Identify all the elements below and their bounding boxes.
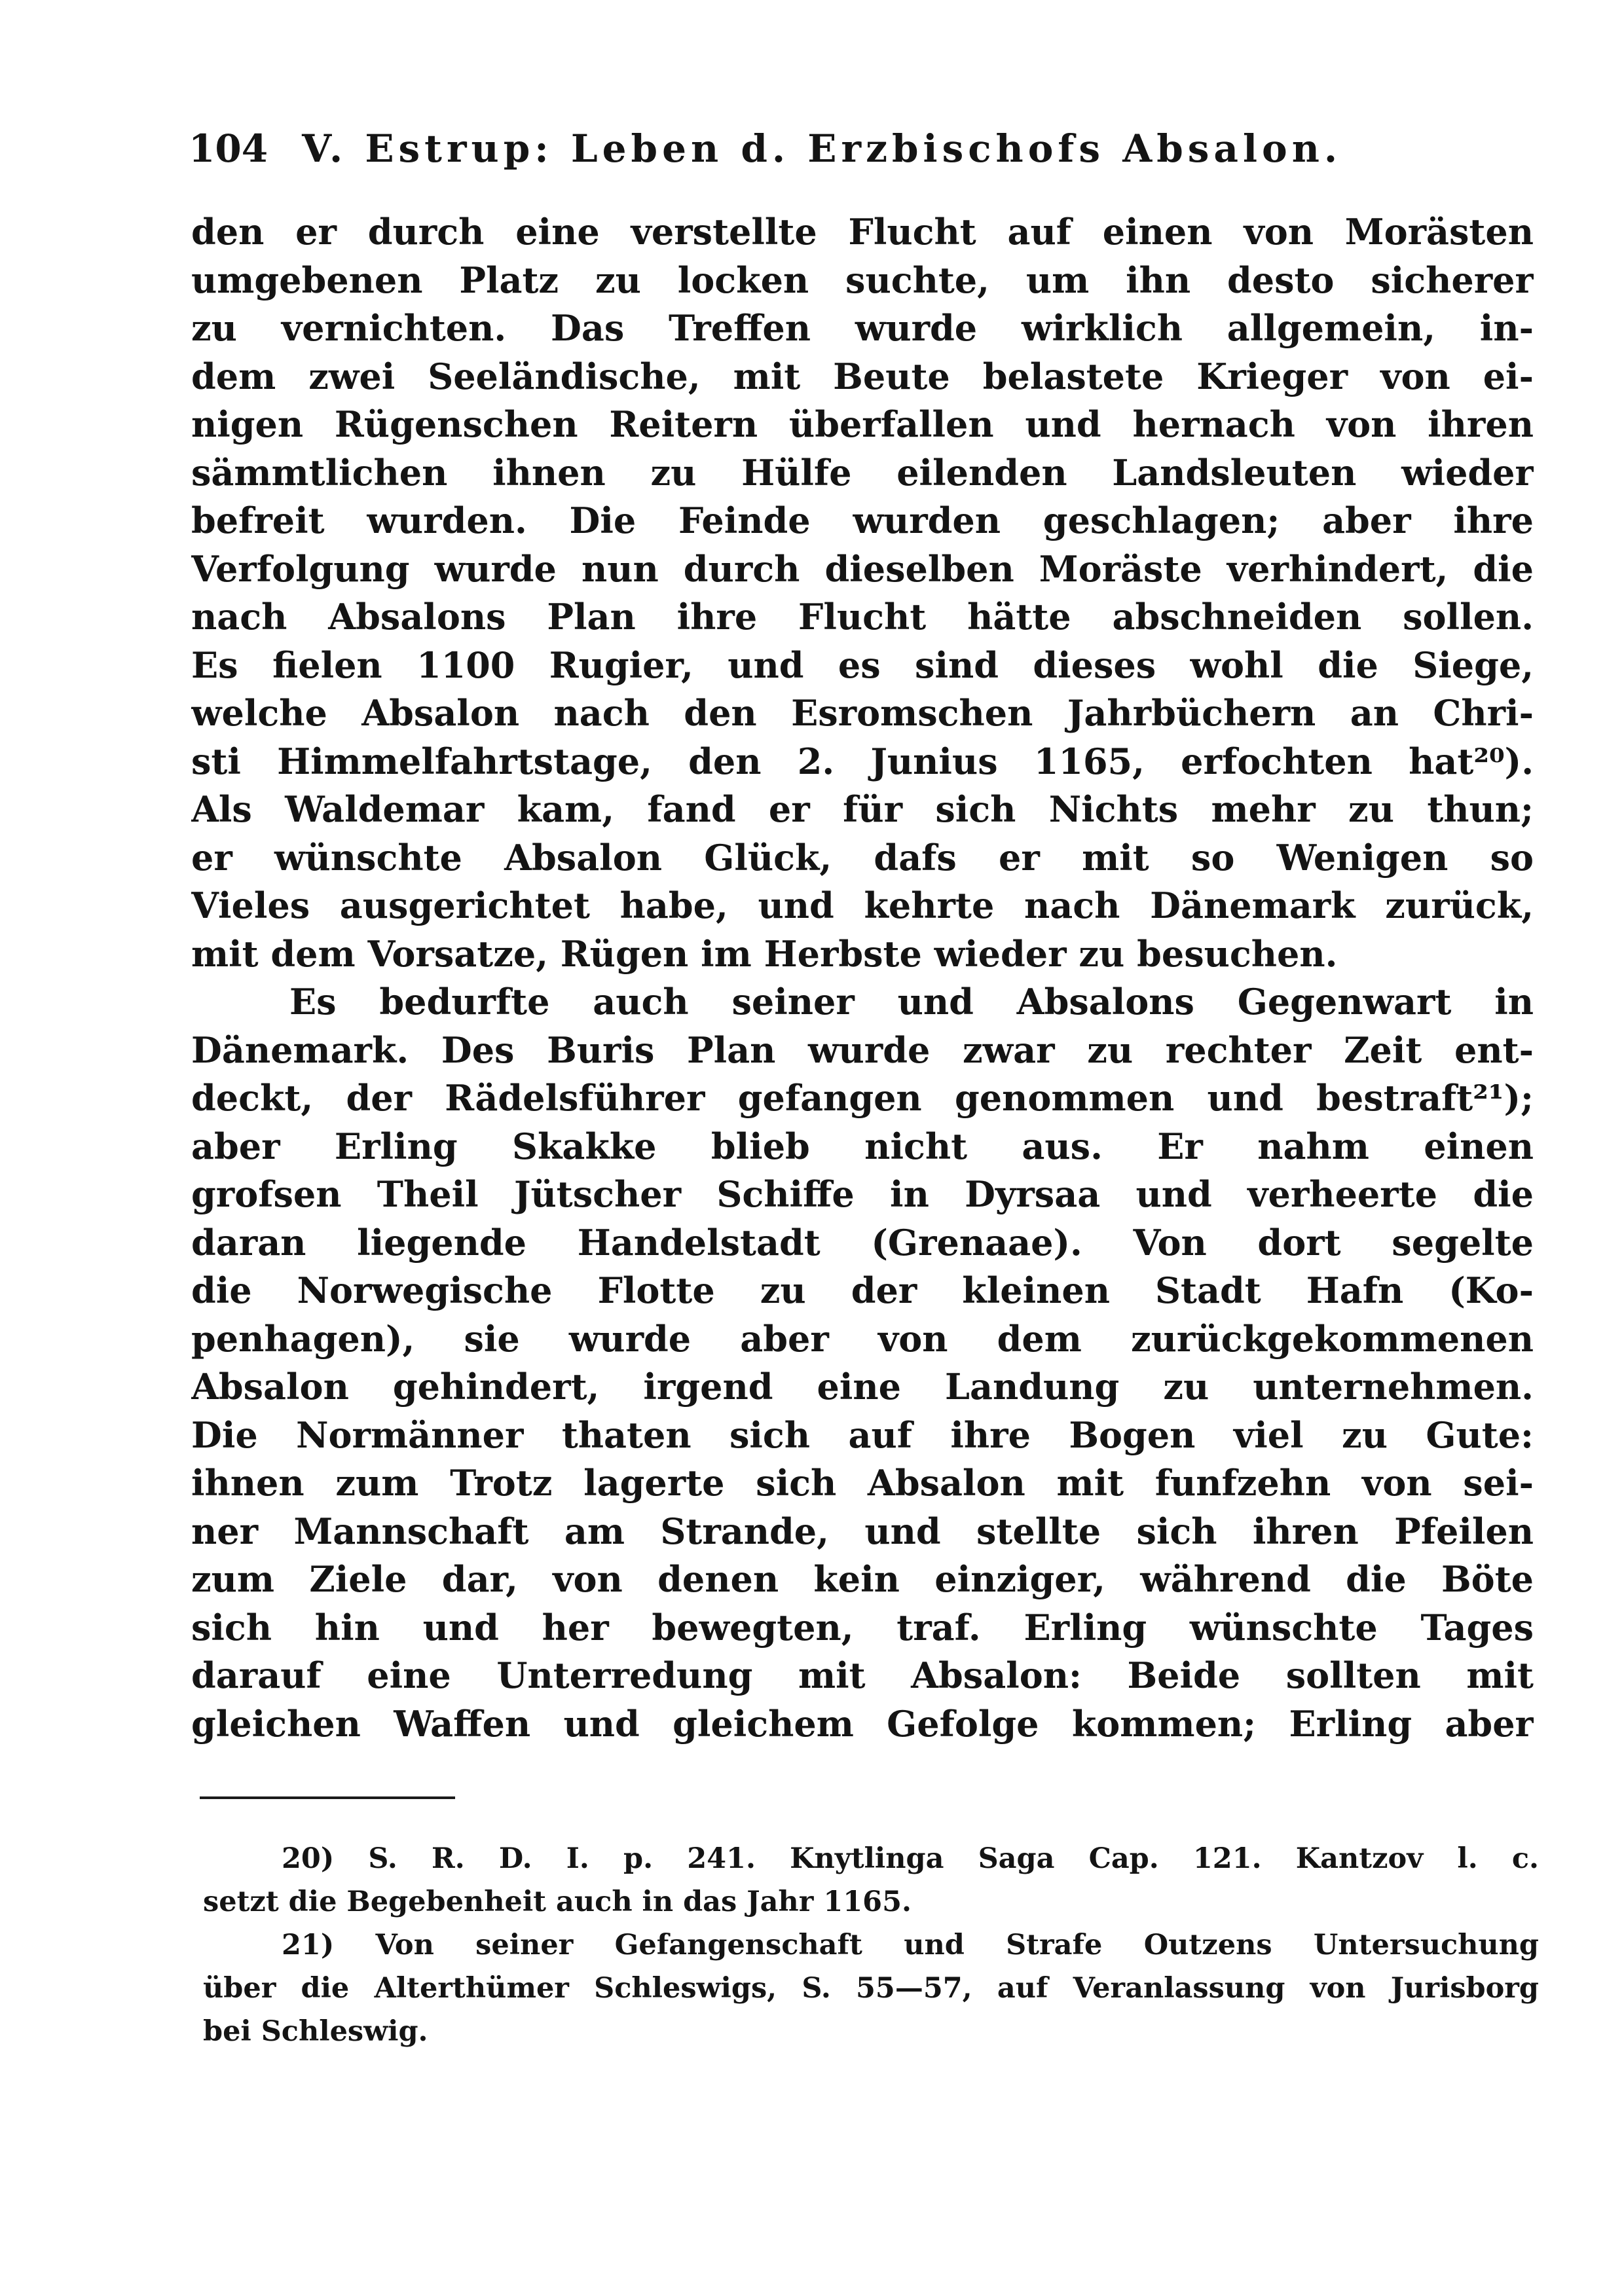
text-line: befreit wurden. Die Feinde wurden geschlagen; aber ihre [191,500,1534,541]
page-number: 104 [189,126,268,171]
text-line: die Norwegische Flotte zu der kleinen Stadt Hafn (Ko- [191,1269,1534,1311]
text-line: ner Mannschaft am Strande, und stellte sich ihren Pfeilen [191,1510,1534,1552]
text-line: nigen Rügenschen Reitern überfallen und hernach von ihren [191,403,1534,445]
footnotes [203,1837,1539,2053]
footnote-line: bei Schleswig. [203,2015,428,2048]
footnote-divider [200,1796,455,1799]
text-line: aber Erling Skakke blieb nicht aus. Er nahm einen [191,1125,1534,1167]
footnote-line: setzt die Begebenheit auch in das Jahr 1165. [203,1886,912,1918]
text-line: Als Waldemar kam, fand er für sich Nichts mehr zu thun; [191,788,1534,830]
text-line: Dänemark. Des Buris Plan wurde zwar zu rechter Zeit ent- [191,1029,1534,1071]
text-line: sich hin und her bewegten, traf. Erling wünschte Tages [191,1606,1534,1649]
body-text [191,208,1534,1748]
text-line: nach Absalons Plan ihre Flucht hätte abschneiden sollen. [191,596,1534,638]
text-line: umgebenen Platz zu locken suchte, um ihn desto sicherer [191,259,1534,301]
text-line: daran liegende Handelstadt (Grenaae). Von dort segelte [191,1221,1534,1264]
text-line: zu vernichten. Das Treffen wurde wirklich allgemein, in- [191,307,1534,349]
text-line: welche Absalon nach den Esromschen Jahrbüchern an Chri- [191,692,1534,734]
text-line: Vieles ausgerichtet habe, und kehrte nach Dänemark zurück, [191,884,1534,926]
footnote-line: 21) Von seiner Gefangenschaft und Strafe Outzens Untersuchung [282,1929,1539,1961]
text-line: sti Himmelfahrtstage, den 2. Junius 1165, erfochten hat²⁰). [191,740,1534,782]
text-line: dem zwei Seeländische, mit Beute belastete Krieger von ei- [191,355,1534,397]
footnote-line: über die Alterthümer Schleswigs, S. 55—57, auf Veranlassung von Jurisborg [203,1972,1539,2005]
running-title: V. Estrup: Leben d. Erzbischofs Absalon. [302,126,1342,171]
text-line: darauf eine Unterredung mit Absalon: Beide sollten mit [191,1654,1534,1696]
running-head [189,119,1466,178]
footnote-line: 20) S. R. D. I. p. 241. Knytlinga Saga Cap. 121. Kantzov l. c. [282,1842,1539,1875]
text-line: penhagen), sie wurde aber von dem zurückgekommenen [191,1317,1534,1360]
text-line: zum Ziele dar, von denen kein einziger, während die Böte [191,1558,1534,1600]
text-line: gleichen Waffen und gleichem Gefolge kommen; Erling aber [191,1702,1534,1745]
text-line: deckt, der Rädelsführer gefangen genommen und bestraft²¹); [191,1077,1534,1119]
text-line: mit dem Vorsatze, Rügen im Herbste wieder zu besuchen. [191,932,1338,975]
text-line: er wünschte Absalon Glück, dafs er mit so Wenigen so [191,836,1534,879]
text-line: Absalon gehindert, irgend eine Landung zu unternehmen. [191,1366,1534,1408]
text-line: Es fielen 1100 Rugier, und es sind dieses wohl die Siege, [191,644,1534,686]
text-line: den er durch eine verstellte Flucht auf einen von Morästen [191,211,1534,253]
text-line: sämmtlichen ihnen zu Hülfe eilenden Landsleuten wieder [191,451,1534,494]
text-line: grofsen Theil Jütscher Schiffe in Dyrsaa und verheerte die [191,1173,1534,1215]
text-line: Die Normänner thaten sich auf ihre Bogen viel zu Gute: [191,1413,1534,1456]
text-line: Es bedurfte auch seiner und Absalons Gegenwart in [289,981,1534,1023]
text-line: ihnen zum Trotz lagerte sich Absalon mit funfzehn von sei- [191,1462,1534,1504]
text-line: Verfolgung wurde nun durch dieselben Moräste verhindert, die [191,547,1534,590]
